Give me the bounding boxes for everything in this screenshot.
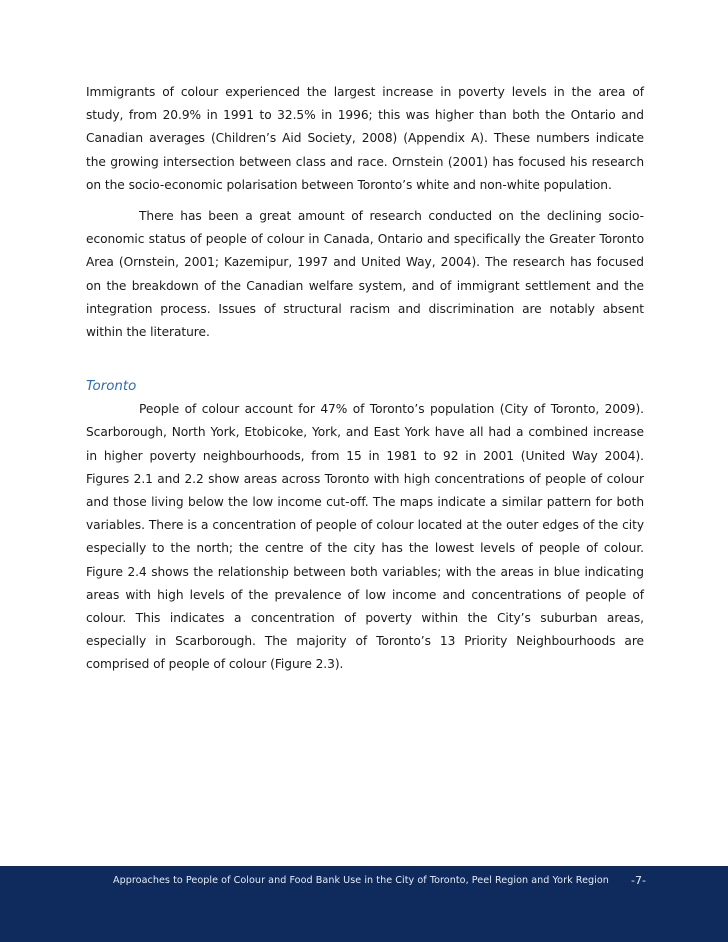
section-heading-toronto: Toronto (86, 379, 137, 395)
page-footer (0, 866, 728, 942)
paragraph-research-overview: There has been a great amount of research conducted on the declining socio-economic status of people of colour in Canada, Ontario and specifically the Greater Toronto Area (Ornstein, 2001; Kazemipur, 1997 and United Way, 2004). The research has focused on the breakdown of the Canadian welfare system, and of immigrant settlement and the integration process. Issues of structural racism and discrimination are notably absent within the literature. (86, 209, 644, 340)
page-body (86, 81, 644, 677)
page-number: -7- (631, 874, 646, 887)
paragraph-toronto: People of colour account for 47% of Toronto’s population (City of Toronto, 2009). Scarborough, North York, Etobicoke, York, and East York have all had a combined increase in higher poverty neighbourhoods, from 15 in 1981 to 92 in 2001 (United Way 2004). Figures 2.1 and 2.2 show areas across Toronto with high concentrations of people of colour and those living below the low income cut-off. The maps indicate a similar pattern for both variables. There is a concentration of people of colour located at the outer edges of the city especially to the north; the centre of the city has the lowest levels of people of colour. Figure 2.4 shows the relationship between both variables; with the areas in blue indicating areas with high levels of the prevalence of low income and concentrations of people of colour. This indicates a concentration of poverty within the City’s suburban areas, especially in Scarborough. The majority of Toronto’s 13 Priority Neighbourhoods are comprised of people of colour (Figure 2.3). (86, 402, 644, 672)
paragraph-immigrants-poverty: Immigrants of colour experienced the largest increase in poverty levels in the area of study, from 20.9% in 1991 to 32.5% in 1996; this was higher than both the Ontario and Canadian averages (Children’s Aid Society, 2008) (Appendix A). These numbers indicate the growing intersection between class and race. Ornstein (2001) has focused his research on the socio-economic polarisation between Toronto’s white and non-white population. (86, 85, 644, 192)
footer-title: Approaches to People of Colour and Food Bank Use in the City of Toronto, Peel Region and York Region (113, 875, 609, 886)
